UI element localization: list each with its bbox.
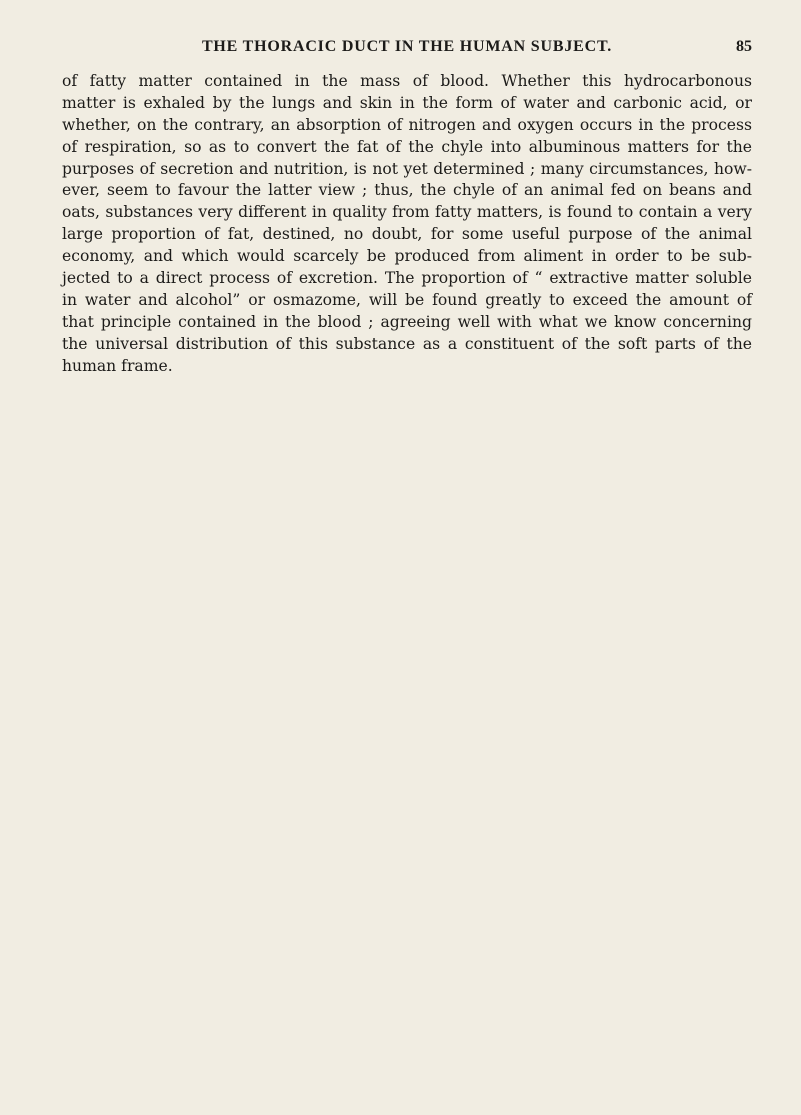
page-number: 85	[736, 38, 752, 55]
text-line: human frame.	[62, 356, 173, 375]
text-line: matter is exhaled by the lungs and skin in the form of water and carbonic acid, or	[62, 93, 752, 112]
text-line: purposes of secretion and nutrition, is not yet determined ; many circumstances, how-	[62, 159, 752, 178]
text-line: jected to a direct process of excretion. The proportion of “ extractive matter soluble	[62, 269, 752, 288]
text-line: whether, on the contrary, an absorption of nitrogen and oxygen occurs in the process	[62, 115, 752, 134]
text-line: ever, seem to favour the latter view ; thus, the chyle of an animal fed on beans and	[62, 181, 752, 200]
text-line: oats, substances very different in quality from fatty matters, is found to contain a very	[62, 203, 752, 222]
body-paragraph	[62, 71, 752, 377]
running-head	[62, 38, 752, 62]
text-line: that principle contained in the blood ; agreeing well with what we know concerning	[62, 312, 752, 331]
text-line: in water and alcohol” or osmazome, will be found greatly to exceed the amount of	[62, 290, 752, 309]
text-line: of respiration, so as to convert the fat of the chyle into albuminous matters for the	[62, 137, 752, 156]
text-line: of fatty matter contained in the mass of blood. Whether this hydrocarbonous	[62, 72, 752, 90]
text-line: the universal distribution of this substance as a constituent of the soft parts of the	[62, 334, 752, 353]
text-line: economy, and which would scarcely be produced from aliment in order to be sub-	[62, 247, 752, 266]
running-title: THE THORACIC DUCT IN THE HUMAN SUBJECT.	[201, 38, 613, 55]
text-line: large proportion of fat, destined, no doubt, for some useful purpose of the animal	[62, 225, 752, 244]
